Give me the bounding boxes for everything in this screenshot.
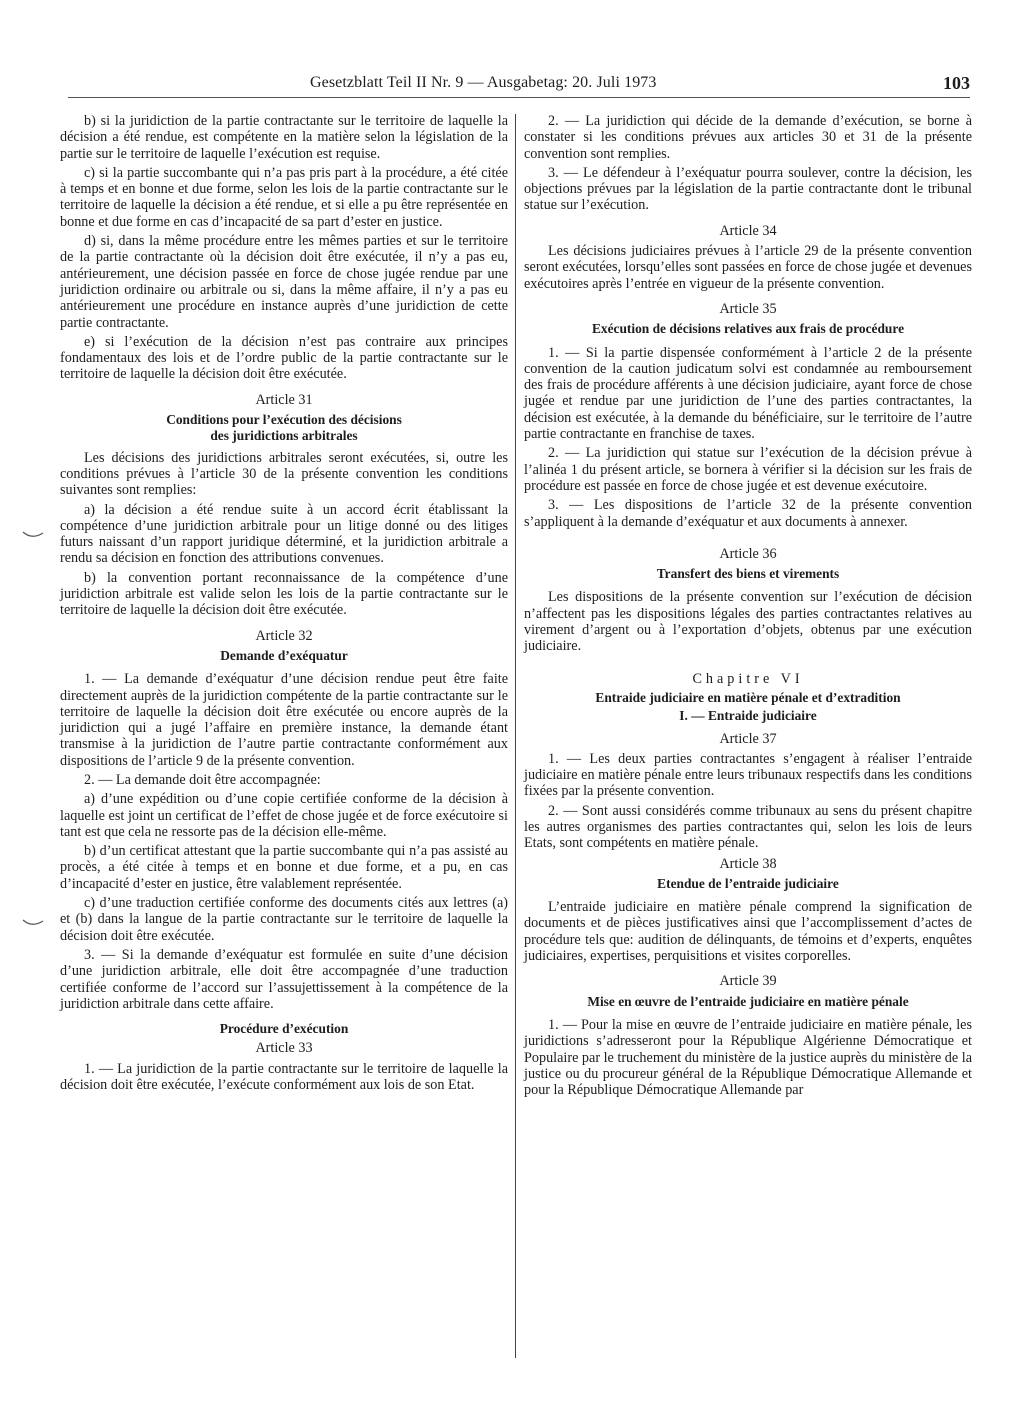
article-title-line: Conditions pour l’exécution des décisions [166,412,402,428]
margin-mark [22,530,44,540]
chapter-subtitle: I. — Entraide judiciaire [679,708,817,724]
article-label: Article 35 [719,300,777,317]
paragraph: L’entraide judiciaire en matière pénale comprend la signification de documents et de pièces justificatives ainsi que l’accomplissement d’actes de procédure tels que: audition de délinquants, de témoins et d’experts, enquêtes judiciaires, expertises, perquisitions et visites corporelles. [524,899,972,965]
paragraph: 1. — Pour la mise en œuvre de l’entraide judiciaire en matière pénale, les juridictions s’adresseront pour la République Algérienne Démocratique et Populaire par le truchement du ministère de la justice auprès du ministère de la justice ou du procureur général de la République Démocratique Allemande et pour la République Démocratique Allemande par [524,1016,972,1099]
article-label: Article 38 [719,855,777,872]
article-title: Etendue de l’entraide judiciaire [657,875,839,891]
article-label: Article 36 [719,545,777,562]
paragraph: b) la convention portant reconnaissance de la compétence d’une juridiction arbitrale est valide selon les lois de la partie contractante sur le territoire de laquelle la décision doit être exécutée. [60,569,508,619]
header-rule-left [68,97,300,98]
paragraph: 3. — Le défendeur à l’exéquatur pourra soulever, contre la décision, les objections prévues par la législation de la partie contractante dont le tribunal statue sur l’exécution. [524,164,972,214]
section-title: Procédure d’exécution [219,1021,349,1037]
article-title: Exécution de décisions relatives aux frais de procédure [591,321,905,337]
paragraph: 1. — Les deux parties contractantes s’engagent à réaliser l’entraide judiciaire en matière pénale entre leurs tribunaux respectifs dans les conditions fixées par la présente convention. [524,750,972,800]
article-title: Mise en œuvre de l’entraide judiciaire en matière pénale [587,993,909,1009]
page-number: 103 [943,73,970,93]
paragraph: b) si la juridiction de la partie contractante sur le territoire de laquelle la décision a été rendue, est compétente en la matière selon la législation de la partie sur le territoire de laquelle l’exécution est requise. [60,113,508,162]
paragraph: 3. — Si la demande d’exéquatur est formulée en suite d’une décision d’une juridiction arbitrale, elle doit être accompagnée d’une traduction certifiée conforme de l’accord sur l’assujettissement à la compétence de la juridiction arbitrale dans cette affaire. [60,946,508,1012]
margin-mark [22,918,44,928]
paragraph: 3. — Les dispositions de l’article 32 de la présente convention s’appliquent à la demande d’exéquatur et aux documents à annexer. [524,497,972,530]
article-label: Article 31 [255,391,313,408]
article-title [60,412,508,445]
paragraph: Les décisions judiciaires prévues à l’article 29 de la présente convention seront exécutées, lorsqu’elles sont passées en force de chose jugée et devenues exécutoires après l’entrée en vigueur de la présente convention. [524,243,972,292]
paragraph: c) si la partie succombante qui n’a pas pris part à la procédure, a été citée à temps et en bonne et due forme, selon les lois de la partie contractante sur le territoire de laquelle la décision a été rendue, et si elle a pu être représentée en bonne et due forme en cas d’incapacité de sa part d’ester en justice. [60,164,508,230]
paragraph: b) d’un certificat attestant que la partie succombante qui n’a pas assisté au procès, a été citée à temps et en bonne et due forme, et a pu, en cas d’incapacité d’ester en justice, être valablement représentée. [60,843,508,892]
running-title: Gesetzblatt Teil II Nr. 9 — Ausgabetag: 20. Juli 1973 [310,74,657,91]
chapter-title: Entraide judiciaire en matière pénale et d’extradition [595,689,901,705]
left-column [60,113,508,1096]
page-header [310,74,970,96]
paragraph: Les décisions des juridictions arbitrales seront exécutées, si, outre les conditions prévues à l’article 30 de la présente convention les conditions suivantes sont remplies: [60,449,508,499]
article-title: Transfert des biens et virements [656,566,840,582]
article-label: Article 34 [719,222,777,239]
paragraph: 2. — Sont aussi considérés comme tribunaux au sens du présent chapitre les autres organismes des parties contractantes qui, selon les lois de leurs Etats, sont compétents en matière pénale. [524,802,972,852]
paragraph: e) si l’exécution de la décision n’est pas contraire aux principes fondamentaux des lois et de l’ordre public de la partie contractante sur le territoire de laquelle la décision doit être exécutée. [60,333,508,383]
paragraph: 2. — La demande doit être accompagnée: [84,771,321,788]
header-rule-right [300,97,970,98]
article-label: Article 32 [255,627,313,644]
paragraph: 2. — La juridiction qui statue sur l’exécution de la décision prévue à l’alinéa 1 du présent article, se bornera à vérifier si la décision sur les frais de procédure est passée en force de chose jugée et est devenue exécutoire. [524,445,972,494]
article-title: Demande d’exéquatur [220,647,348,663]
paragraph: Les dispositions de la présente convention sur l’exécution de décision n’affectent pas les dispositions légales des parties contractantes relatives au virement d’argent ou à l’exportation d’objets, obtenus par une exécution judiciaire. [524,589,972,655]
right-column [524,113,972,1101]
chapter-label: Chapitre VI [692,670,804,687]
paragraph: 1. — La juridiction de la partie contractante sur le territoire de laquelle la décision doit être exécutée, l’exécute conformément aux lois de son Etat. [60,1060,508,1094]
paragraph: 2. — La juridiction qui décide de la demande d’exécution, se borne à constater si les conditions prévues aux articles 30 et 31 de la présente convention sont remplies. [524,113,972,162]
paragraph: a) d’une expédition ou d’une copie certifiée conforme de la décision à laquelle est joint un certificat de l’effet de chose jugée et de force exécutoire si tant est que cela ne ressorte pas de la décision elle-même. [60,791,508,840]
article-title-line: des juridictions arbitrales [210,428,358,444]
paragraph: a) la décision a été rendue suite à un accord écrit établissant la compétence d’une juridiction arbitrale pour un litige donné ou des litiges futurs naissant d’un rapport juridique déterminé, et la juridiction arbitrale a rendu sa décision en fonction des attributions convenues. [60,501,508,567]
article-label: Article 33 [255,1040,313,1057]
article-label: Article 37 [719,730,777,747]
paragraph: c) d’une traduction certifiée conforme des documents cités aux lettres (a) et (b) dans la langue de la partie contractante sur le territoire de laquelle la décision doit être exécutée. [60,895,508,944]
article-label: Article 39 [719,973,777,990]
paragraph: d) si, dans la même procédure entre les mêmes parties et sur le territoire de la partie contractante où la décision doit être exécutée, il n’y a pas eu, antérieurement, une décision passée en force de chose jugée rendue par une juridiction ordinaire ou arbitrale ou si, dans la même affaire, il n’y a pas eu antérieurement une procédure en instance auprès d’une juridiction de cette partie contractante. [60,233,508,331]
column-separator [515,114,516,1358]
paragraph: 1. — Si la partie dispensée conformément à l’article 2 de la présente convention de la caution judicatum solvi est condamnée au remboursement des frais de procédure afférents à une décision judiciaire, ayant force de chose jugée et rendue par une juridiction de l’une des parties contractantes, la décision est exécutée, à la demande du bénéficiaire, sur le territoire de l’autre partie contractante en franchise de taxes. [524,344,972,443]
paragraph: 1. — La demande d’exéquatur d’une décision rendue peut être faite directement auprès de la juridiction compétente de la partie contractante sur le territoire de laquelle la décision doit être exécutée ou encore auprès de la juridiction qui a jugé l’affaire en première instance, la demande étant transmise à la juridiction de l’autre partie contractante conformément aux dispositions de l’article 9 de la présente convention. [60,671,508,769]
